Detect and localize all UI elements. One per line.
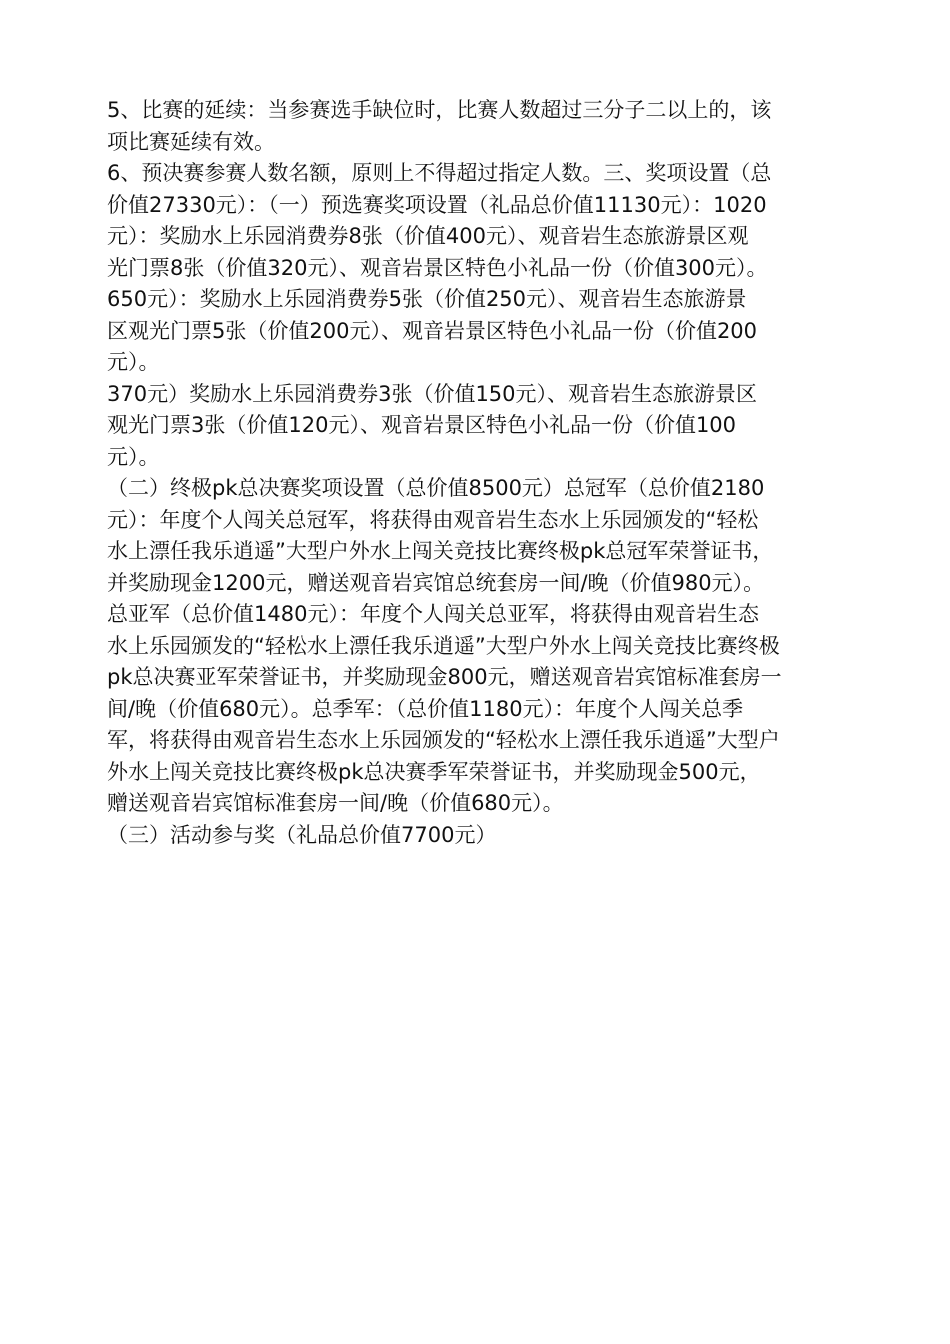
text-line: 水上漂任我乐逍遥”大型户外水上闯关竞技比赛终极pk总冠军荣誉证书， (107, 539, 774, 563)
text-line: pk总决赛亚军荣誉证书，并奖励现金800元，赠送观音岩宾馆标准套房一 (107, 665, 782, 689)
text-line: 元）：奖励水上乐园消费券8张（价值400元）、观音岩生态旅游景区观 (107, 224, 749, 248)
text-line: 项比赛延续有效。 (107, 129, 275, 154)
text-line: 区观光门票5张（价值200元）、观音岩景区特色小礼品一份（价值200 (107, 318, 758, 343)
text-line: 赠送观音岩宾馆标准套房一间/晚（价值680元）。 (107, 791, 564, 815)
text-line: 元）。 (107, 444, 160, 469)
text-line: 元）：年度个人闯关总冠军，将获得由观音岩生态水上乐园颁发的“轻松 (107, 507, 759, 532)
text-line: 光门票8张（价值320元）、观音岩景区特色小礼品一份（价值300元）。 (107, 255, 768, 280)
text-line: 间/晚（价值680元）。总季军：（总价值1180元）：年度个人闯关总季 (107, 696, 744, 721)
text-line: 650元）：奖励水上乐园消费券5张（价值250元）、观音岩生态旅游景 (107, 287, 747, 311)
text-line: 5、比赛的延续：当参赛选手缺位时，比赛人数超过三分子二以上的，该 (107, 98, 772, 122)
text-line: （三）活动参与奖（礼品总价值7700元） (107, 822, 497, 847)
text-line: 元）。 (107, 350, 160, 374)
text-line: 总亚军（总价值1480元）：年度个人闯关总亚军，将获得由观音岩生态 (107, 602, 759, 626)
text-line: 6、预决赛参赛人数名额，原则上不得超过指定人数。三、奖项设置（总 (107, 161, 772, 185)
document-body (107, 95, 867, 851)
text-line: 并奖励现金1200元，赠送观音岩宾馆总统套房一间/晚（价值980元）。 (107, 570, 765, 595)
text-line: 370元）奖励水上乐园消费券3张（价值150元）、观音岩生态旅游景区 (107, 381, 758, 406)
text-line: 外水上闯关竞技比赛终极pk总决赛季军荣誉证书，并奖励现金500元， (107, 759, 761, 784)
text-line: 军，将获得由观音岩生态水上乐园颁发的“轻松水上漂任我乐逍遥”大型户 (107, 728, 780, 752)
text-line: （二）终极pk总决赛奖项设置（总价值8500元）总冠军（总价值2180 (107, 476, 765, 500)
text-line: 观光门票3张（价值120元）、观音岩景区特色小礼品一份（价值100 (107, 413, 737, 437)
text-line: 价值27330元）：（一）预选赛奖项设置（礼品总价值11130元）：1020 (107, 192, 767, 217)
text-line: 水上乐园颁发的“轻松水上漂任我乐逍遥”大型户外水上闯关竞技比赛终极 (107, 633, 780, 658)
